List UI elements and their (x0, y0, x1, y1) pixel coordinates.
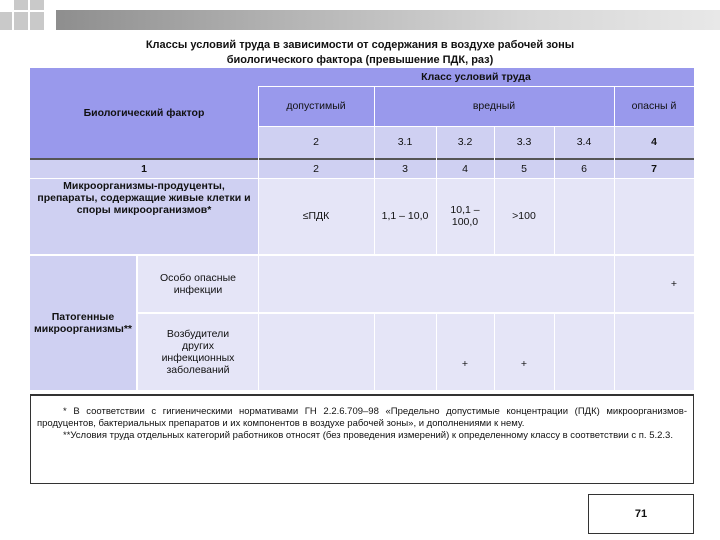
grid-line (494, 314, 495, 390)
row1-class-3-3: >100 (494, 178, 554, 254)
row2-sub2-class-3-1 (374, 314, 436, 390)
page-number: 71 (588, 494, 694, 534)
subclass-3-2: 3.2 (436, 126, 494, 158)
subclass-2: 2 (258, 126, 374, 158)
subclass-3-1: 3.1 (374, 126, 436, 158)
grid-line (258, 86, 694, 87)
title-line-2: биологического фактора (превышение ПДК, раз) (226, 54, 494, 66)
row2-sub1-label: Особо опасные инфекции (138, 256, 258, 312)
page-title (60, 38, 660, 68)
grid-line (30, 254, 694, 256)
grid-line (374, 314, 375, 390)
grid-line (136, 256, 138, 390)
row1-class-3-2: 10,1 – 100,0 (436, 178, 494, 254)
row1-class-4 (614, 178, 694, 254)
row2-group-label: Патогенные микроорганизмы** (30, 256, 136, 390)
row2-sub1-class-2 (258, 256, 374, 312)
footnotes (30, 394, 694, 484)
grid-line (30, 158, 694, 160)
grid-line (436, 126, 437, 256)
row2-sub2-class-3-3: + (494, 314, 554, 390)
grid-line (374, 86, 375, 256)
col-number-7: 7 (614, 160, 694, 178)
row1-label: Микроорганизмы-продуценты, препараты, содержащие живые клетки и споры микроорганизмов* (30, 178, 258, 254)
row2-sub2-class-2 (258, 314, 374, 390)
grid-line (258, 126, 694, 127)
row2-sub1-class-4: + (614, 256, 694, 312)
row2-sub1-class-3 (374, 256, 614, 312)
col-number-1: 1 (30, 160, 258, 178)
title-line-1: Классы условий труда в зависимости от содержания в воздухе рабочей зоны (145, 39, 575, 51)
header-dangerous: опасны й (614, 86, 694, 126)
corner-square (30, 0, 44, 10)
corner-square (30, 12, 44, 30)
col-number-6: 6 (554, 160, 614, 178)
subclass-4: 4 (614, 126, 694, 158)
col-number-2: 2 (258, 160, 374, 178)
grid-line (494, 126, 495, 256)
row2-sub2-class-4 (614, 314, 694, 390)
grid-line (554, 126, 555, 256)
subclass-3-4: 3.4 (554, 126, 614, 158)
row1-class-3-1: 1,1 – 10,0 (374, 178, 436, 254)
top-decor-bar (56, 10, 720, 30)
row2-sub2-label: Возбудители других инфекционных заболеваний (138, 314, 258, 390)
footnote-1: * В соответствии с гигиеническими нормативами ГН 2.2.6.709–98 «Предельно допустимые концентрации (ПДК) микроорганизмов-продуцентов, бактериальных препаратов и их компонентов в воздухе рабочей зоны», и дополнениями к нему. (37, 406, 687, 429)
grid-line (258, 86, 259, 390)
grid-line (554, 314, 555, 390)
grid-line (436, 314, 437, 390)
row2-sub2-class-3-2: + (436, 314, 494, 390)
header-harmful: вредный (374, 86, 614, 126)
grid-line (136, 312, 694, 314)
col-number-5: 5 (494, 160, 554, 178)
grid-line (614, 86, 615, 390)
header-factor-label: Биологический фактор (30, 68, 258, 158)
footnote-2: **Условия труда отдельных категорий работников относят (без проведения измерений) к определенному классу в соответствии с п. 5.2.3. (63, 430, 673, 441)
row1-class-2: ≤ПДК (258, 178, 374, 254)
corner-square (14, 12, 28, 30)
subclass-3-3: 3.3 (494, 126, 554, 158)
grid-line (30, 178, 694, 179)
header-class-label: Класс условий труда (258, 68, 694, 86)
row1-class-3-4 (554, 178, 614, 254)
row2-sub2-class-3-4 (554, 314, 614, 390)
corner-square (0, 12, 12, 30)
col-number-4: 4 (436, 160, 494, 178)
col-number-3: 3 (374, 160, 436, 178)
corner-square (14, 0, 28, 10)
header-allowable: допустимый (258, 86, 374, 126)
